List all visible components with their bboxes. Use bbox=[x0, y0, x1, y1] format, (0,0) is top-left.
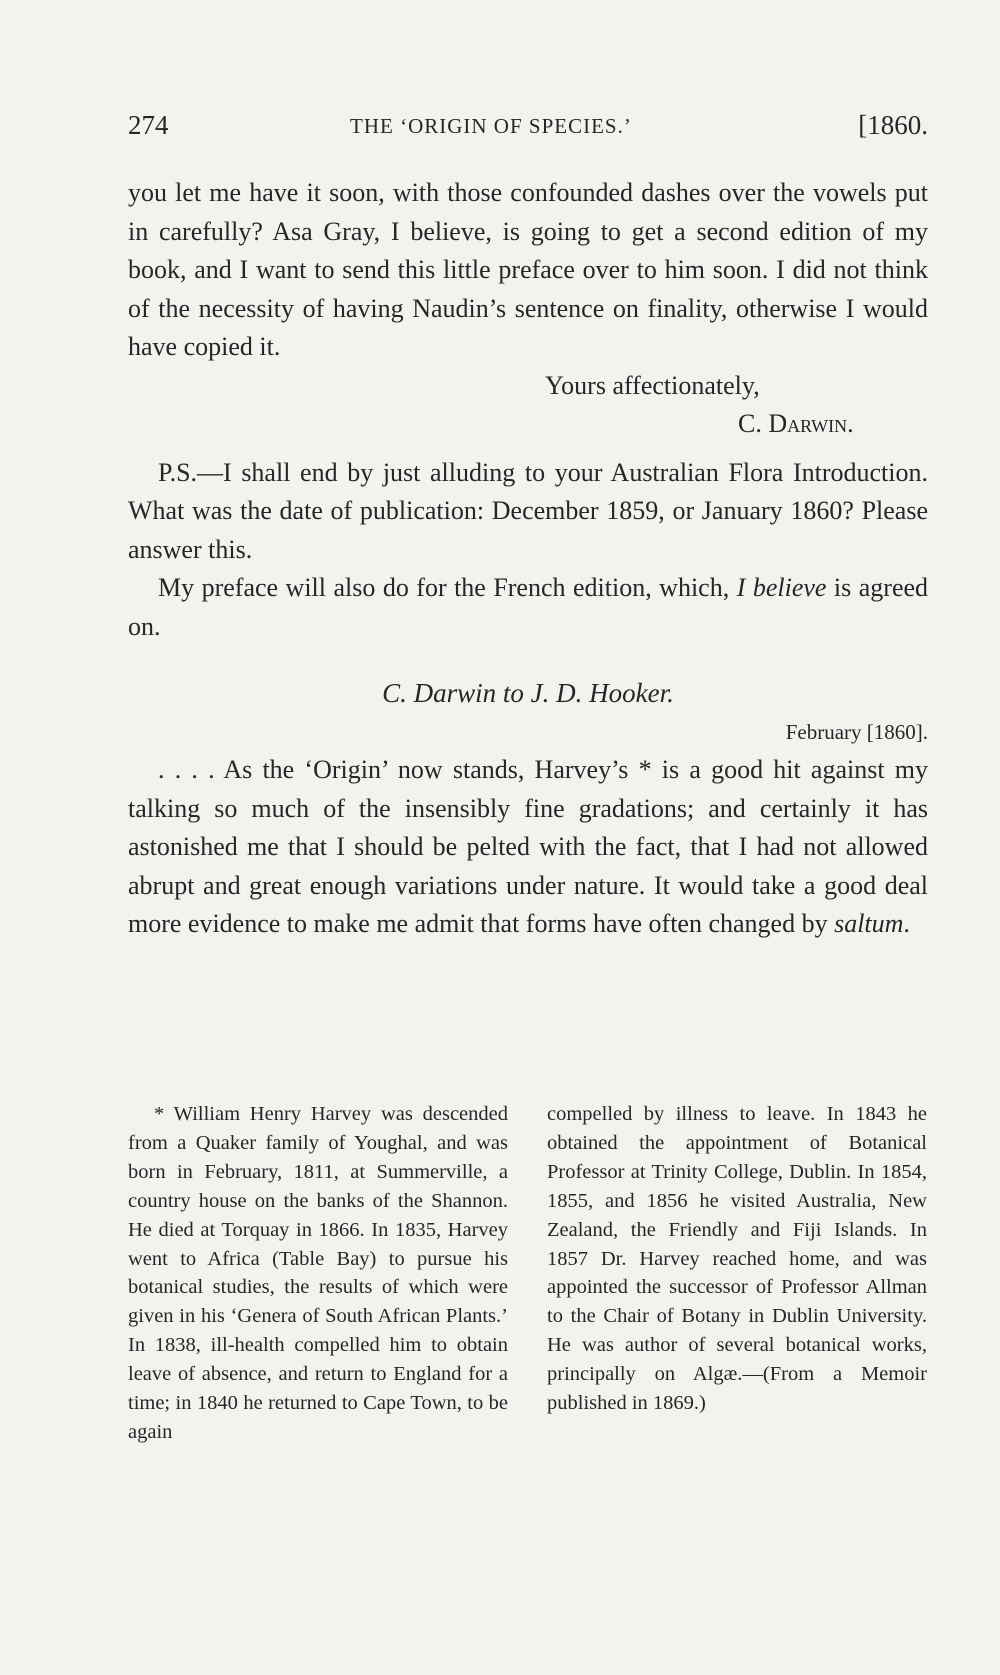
postscript-paragraph-2 bbox=[128, 569, 928, 646]
footnote-column-right bbox=[547, 1100, 927, 1418]
letter-body-italic: saltum bbox=[834, 909, 904, 938]
main-text bbox=[128, 174, 928, 944]
letter-date: February [1860]. bbox=[785, 719, 928, 744]
page-header bbox=[128, 110, 928, 154]
postscript-text: My preface will also do for the French edition, which, bbox=[158, 573, 737, 602]
postscript-paragraph: P.S.—I shall end by just alluding to your Australian Flora Introduction. What was the date of publication: December 1859, or January 1860? Please answer this. bbox=[128, 457, 928, 564]
page-number: 274 bbox=[128, 110, 169, 140]
letter-heading: C. Darwin to J. D. Hooker. bbox=[382, 678, 674, 708]
letter-signature: C. Darwin. bbox=[738, 409, 854, 438]
letter-closing: Yours affectionately, bbox=[545, 370, 760, 400]
footnote-right-text: compelled by illness to leave. In 1843 he obtained the appointment of Botanical Professor at Trinity College, Dublin. In 1854, 1855, and 1856 he visited Australia, New Zealand, the Friendly and Fiji Islands. In 1857 Dr. Harvey reached home, and was appointed the successor of Professor Allman to the Chair of Botany in Dublin University. He was author of several botanical works, principally on Algæ.—(From a Memoir published in 1869.) bbox=[547, 1103, 927, 1415]
footnote-left-text: * William Henry Harvey was descended from a Quaker family of Youghal, and was born in February, 1811, at Summerville, a country house on the banks of the Shannon. He died at Torquay in 1866. In 1835, Harvey went to Africa (Table Bay) to pursue his botanical studies, the results of which were given in his ‘Genera of South African Plants.’ In 1838, ill-health compelled him to obtain leave of absence, and return to England for a time; in 1840 he returned to Cape Town, to be again bbox=[128, 1103, 508, 1443]
header-year: [1860. bbox=[858, 110, 928, 140]
letter-body-text: . . . . As the ‘Origin’ now stands, Harvey’s * is a good hit against my talking so much of the insensibly fine gradations; and certainly it has astonished me that I should be pelted with the fact, that I had not allowed abrupt and great enough variations under nature. It would take a good deal more evidence to make me admit that forms have often changed by bbox=[128, 755, 928, 938]
postscript-text-end: is agreed on. bbox=[128, 573, 929, 641]
letter-body bbox=[128, 751, 928, 944]
postscript-italic: I believe bbox=[736, 573, 827, 602]
letter-paragraph: you let me have it soon, with those confounded dashes over the vowels put in carefully? Asa Gray, I believe, is going to get a second edition of my book, and I want to send this little preface over to him soon. I did not think of the necessity of having Naudin’s sentence on finality, otherwise I would have copied it. bbox=[128, 178, 928, 361]
footnote-column-left bbox=[128, 1100, 508, 1447]
running-title: THE ‘ORIGIN OF SPECIES.’ bbox=[350, 114, 632, 138]
letter-body-end: . bbox=[903, 909, 910, 938]
